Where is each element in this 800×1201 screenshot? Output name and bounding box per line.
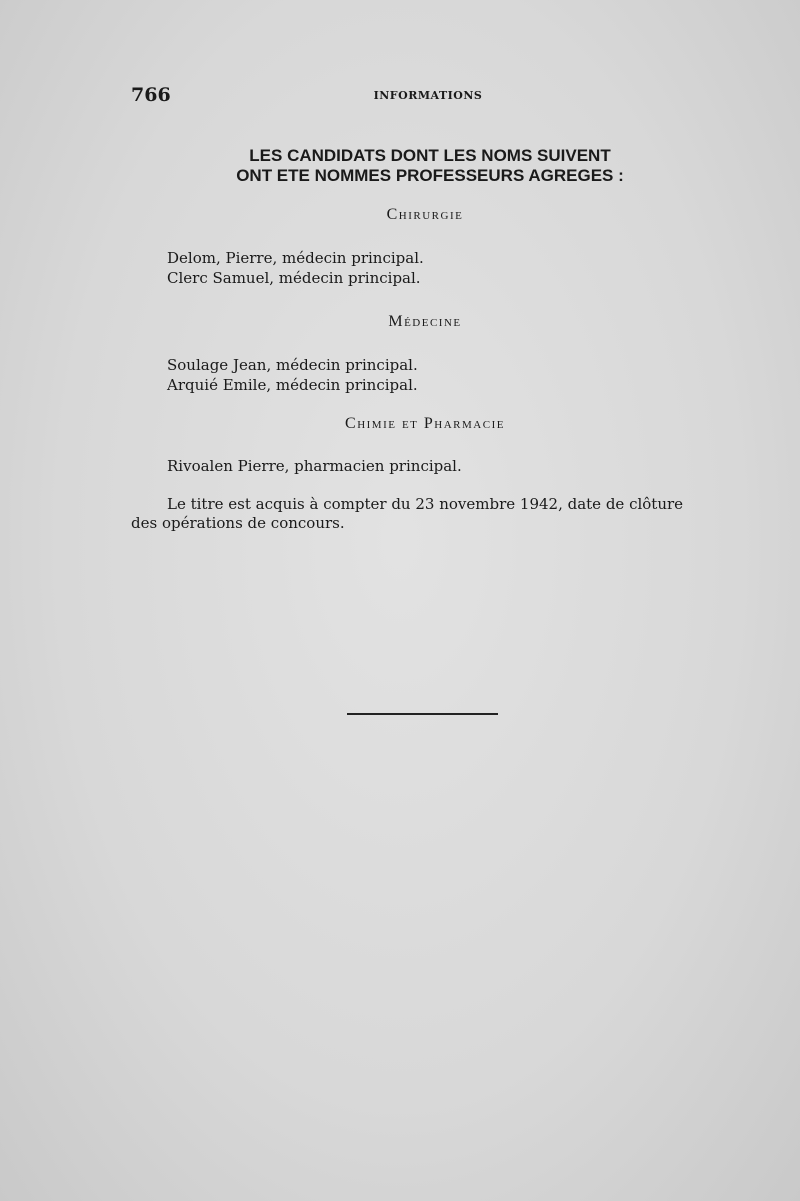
list-item: Arquié Emile, médecin principal. (167, 376, 418, 394)
page-number: 766 (131, 84, 171, 106)
closing-paragraph-line-2: des opérations de concours. (131, 514, 345, 532)
list-item: Clerc Samuel, médecin principal. (167, 269, 421, 287)
list-item: Soulage Jean, médecin principal. (167, 356, 418, 374)
closing-paragraph-line-1: Le titre est acquis à compter du 23 novembre 1942, date de clôture (167, 495, 684, 513)
section-title-chimie-pharmacie: Chimie et Pharmacie (345, 415, 505, 432)
section-title-medecine: Médecine (388, 313, 462, 330)
announcement-heading-line-1: LES CANDIDATS DONT LES NOMS SUIVENT (249, 146, 611, 165)
end-rule-divider (347, 713, 498, 715)
list-item: Delom, Pierre, médecin principal. (167, 249, 424, 267)
section-title-chirurgie: Chirurgie (386, 206, 464, 223)
announcement-heading-line-2: ONT ETE NOMMES PROFESSEURS AGREGES : (236, 166, 624, 185)
list-item: Rivoalen Pierre, pharmacien principal. (167, 457, 462, 475)
running-title: INFORMATIONS (373, 89, 483, 102)
